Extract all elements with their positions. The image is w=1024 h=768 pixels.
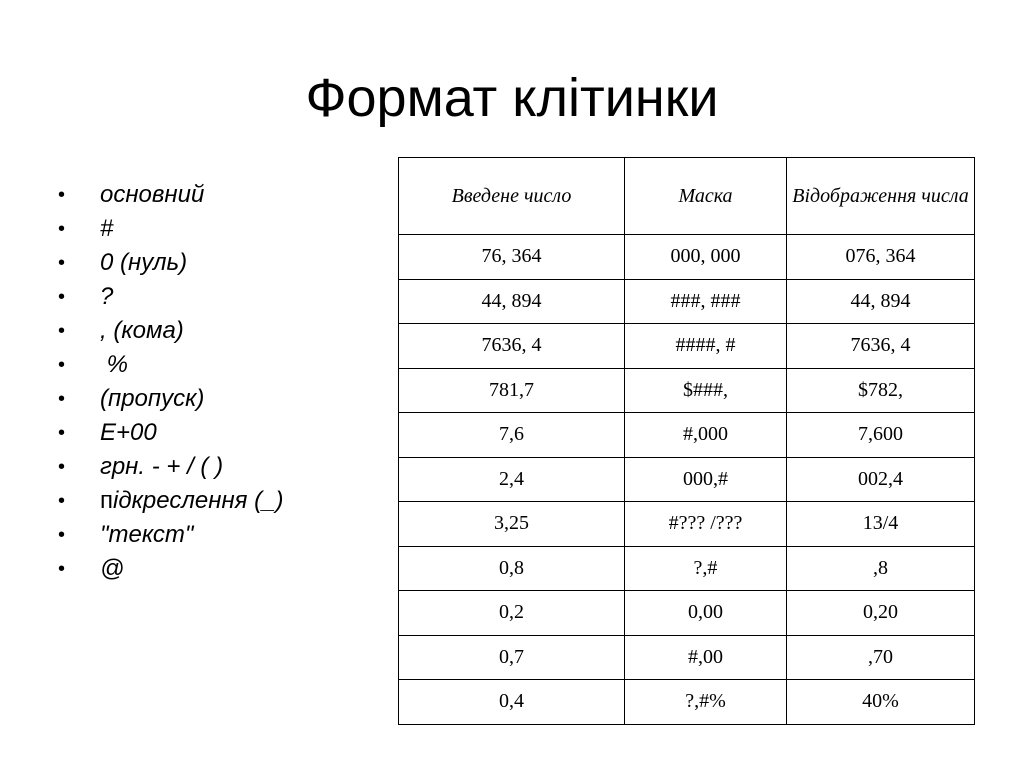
table-cell: 781,7 [399, 368, 625, 413]
format-table [398, 157, 975, 725]
list-item-text: ? [100, 283, 114, 310]
list-item-text: % [100, 351, 129, 378]
list-item [58, 348, 283, 382]
table-cell: 0,20 [787, 591, 975, 636]
table-row [399, 413, 975, 458]
table-cell: 44, 894 [787, 279, 975, 324]
table-cell: 076, 364 [787, 235, 975, 280]
list-item [58, 178, 283, 212]
table-header-row [399, 158, 975, 235]
list-item-prefix: п [100, 487, 113, 514]
table-cell: #??? /??? [625, 502, 787, 547]
table-cell: 44, 894 [399, 279, 625, 324]
bullet-icon: • [58, 456, 66, 478]
table-row [399, 235, 975, 280]
table-cell: 000,# [625, 457, 787, 502]
bullet-icon: • [58, 184, 66, 206]
table-row [399, 635, 975, 680]
list-item-text: "текст" [100, 521, 194, 548]
bullet-icon: • [58, 252, 66, 274]
table-body [399, 235, 975, 725]
table-cell: ####, # [625, 324, 787, 369]
table-row [399, 457, 975, 502]
list-item-rest: ідкреслення (_) [113, 487, 284, 514]
list-item-text: 0 (нуль) [100, 249, 188, 276]
table-cell: $782, [787, 368, 975, 413]
table-cell: 40% [787, 680, 975, 725]
table-cell: ?,# [625, 546, 787, 591]
table-cell: 7,600 [787, 413, 975, 458]
table-cell: 7,6 [399, 413, 625, 458]
table-cell: 13/4 [787, 502, 975, 547]
table-cell: 0,00 [625, 591, 787, 636]
bullet-icon: • [58, 286, 66, 308]
list-item-text: @ [100, 555, 125, 582]
column-header-input-number: Введене число [399, 158, 625, 235]
column-header-mask: Маска [625, 158, 787, 235]
table-cell: ,8 [787, 546, 975, 591]
list-item-text: , (кома) [100, 317, 184, 344]
table-row [399, 546, 975, 591]
list-item [58, 314, 283, 348]
bullet-icon: • [58, 218, 66, 240]
bullet-icon: • [58, 558, 66, 580]
table-row [399, 680, 975, 725]
table-row [399, 502, 975, 547]
table-cell: #,00 [625, 635, 787, 680]
table-cell: 0,7 [399, 635, 625, 680]
bullet-list [58, 178, 283, 586]
list-item-text: # [100, 215, 114, 242]
list-item-text: (пропуск) [100, 385, 205, 412]
table-row [399, 279, 975, 324]
table-cell: 7636, 4 [787, 324, 975, 369]
list-item-text: грн. - + / ( ) [100, 453, 224, 480]
bullet-icon: • [58, 320, 66, 342]
list-item [58, 246, 283, 280]
list-item [58, 382, 283, 416]
bullet-icon: • [58, 422, 66, 444]
list-item [58, 484, 283, 518]
list-item [58, 552, 283, 586]
bullet-icon: • [58, 354, 66, 376]
table-cell: 2,4 [399, 457, 625, 502]
table-cell: 0,2 [399, 591, 625, 636]
bullet-icon: • [58, 388, 66, 410]
list-item [58, 518, 283, 552]
slide-title: Формат клітинки [305, 68, 719, 128]
table-cell: 0,8 [399, 546, 625, 591]
list-item [58, 416, 283, 450]
list-item-text: основний [100, 181, 205, 208]
table-cell: #,000 [625, 413, 787, 458]
list-item-text [100, 487, 283, 514]
table-cell: $###, [625, 368, 787, 413]
table-cell: 7636, 4 [399, 324, 625, 369]
table-cell: 3,25 [399, 502, 625, 547]
table-row [399, 591, 975, 636]
column-header-displayed-number: Відображення числа [787, 158, 975, 235]
table-cell: 002,4 [787, 457, 975, 502]
bullet-icon: • [58, 490, 66, 512]
table-cell: ###, ### [625, 279, 787, 324]
table-row [399, 368, 975, 413]
list-item [58, 280, 283, 314]
bullet-icon: • [58, 524, 66, 546]
table-cell: ,70 [787, 635, 975, 680]
table-row [399, 324, 975, 369]
table-cell: 76, 364 [399, 235, 625, 280]
table-cell: 000, 000 [625, 235, 787, 280]
table-cell: 0,4 [399, 680, 625, 725]
list-item [58, 450, 283, 484]
list-item-text: E+00 [100, 419, 157, 446]
table-cell: ?,#% [625, 680, 787, 725]
list-item [58, 212, 283, 246]
